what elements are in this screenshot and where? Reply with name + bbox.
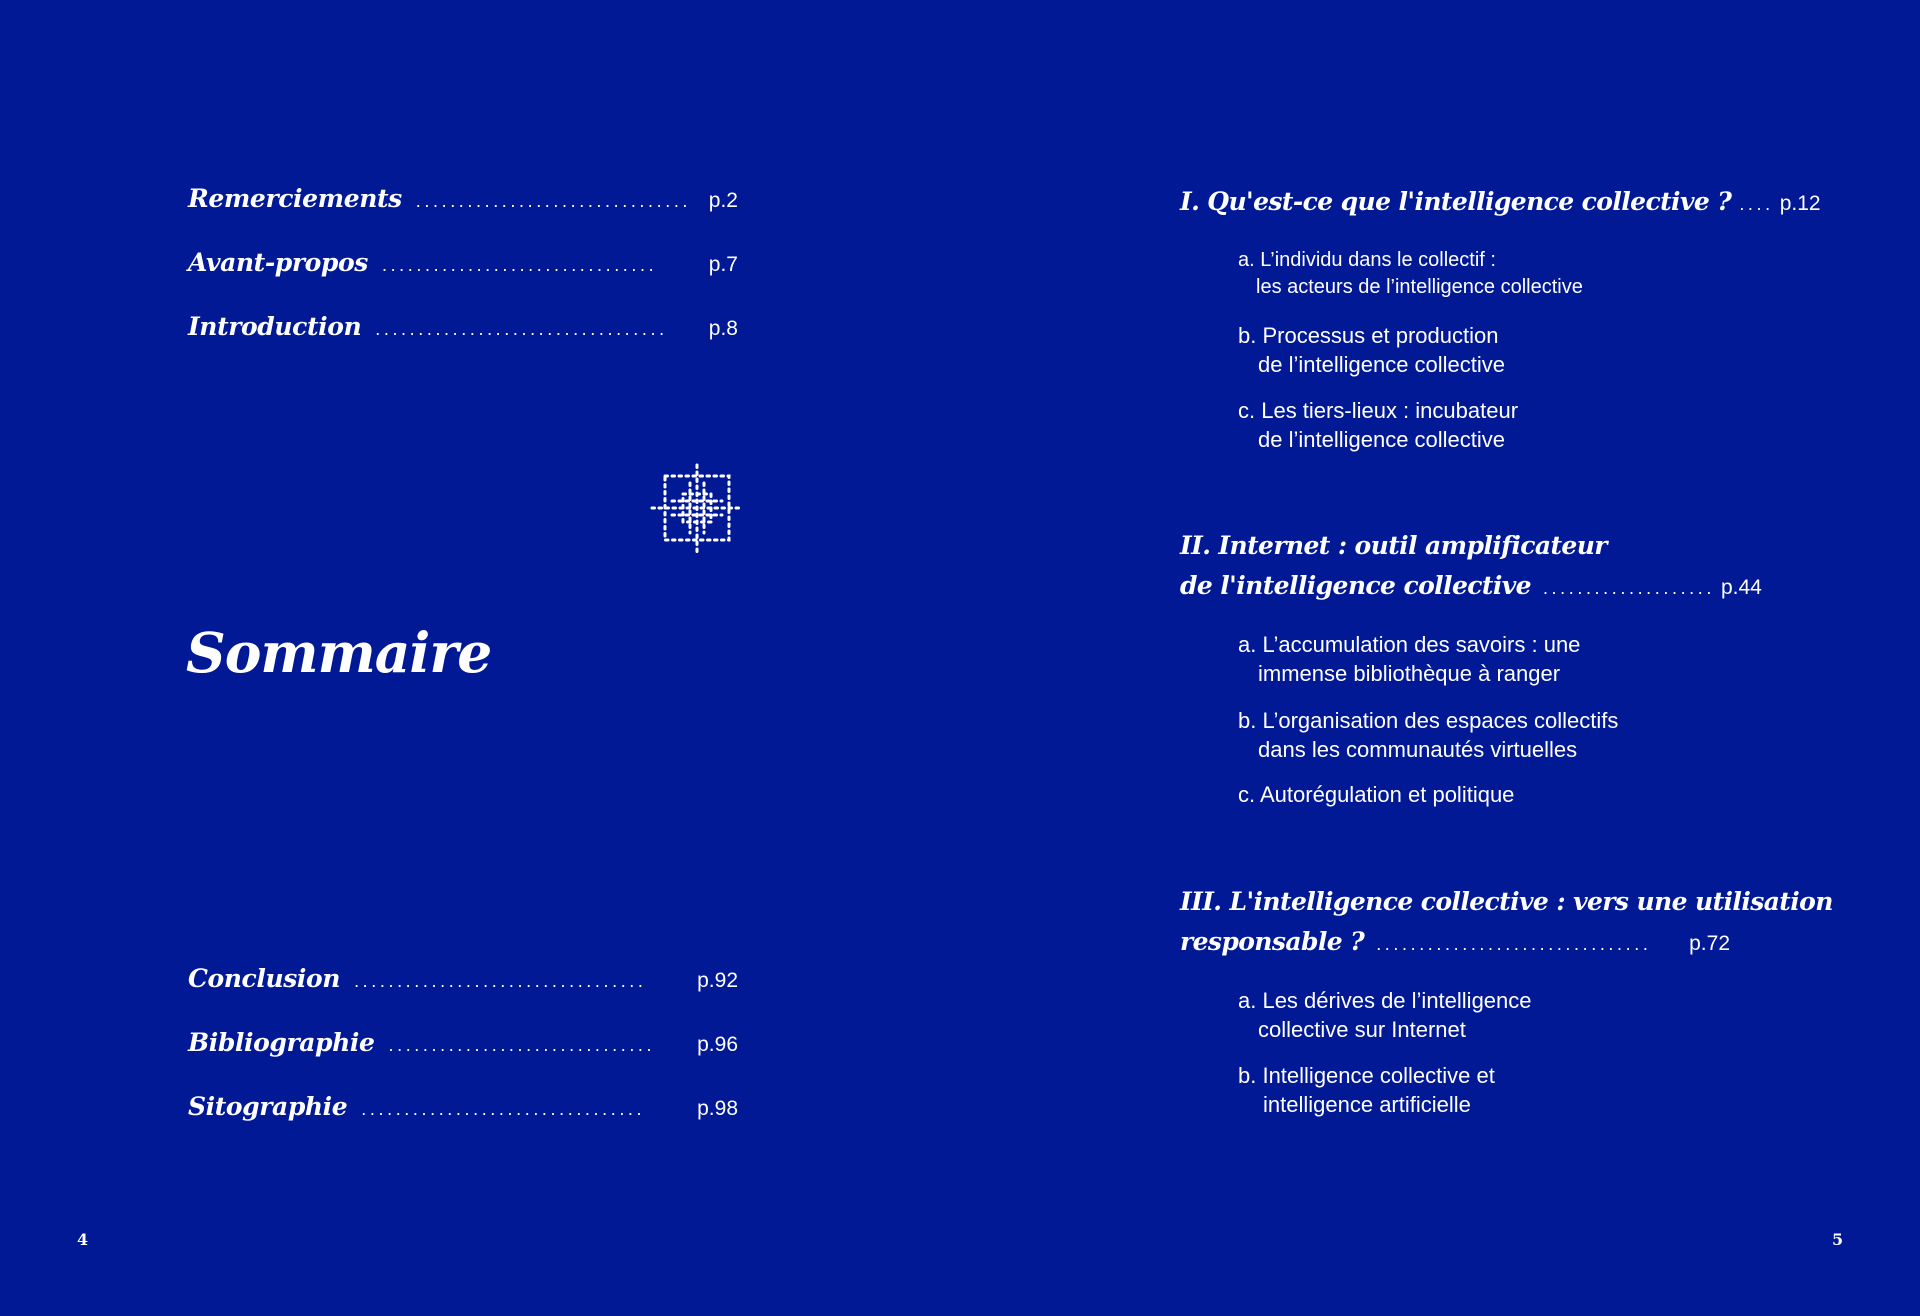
toc-page-number: p.8	[708, 317, 738, 340]
page-title: Sommaire	[186, 620, 492, 685]
section-3a[interactable]	[1238, 986, 1532, 1044]
section-2b[interactable]	[1238, 706, 1618, 764]
section-title-continued: dans les communautés virtuelles	[1258, 737, 1578, 762]
toc-entry-label: Sitographie	[188, 1092, 348, 1121]
chapter-page-number: p.44	[1720, 576, 1762, 599]
toc-entry-avant-propos[interactable]	[188, 248, 738, 277]
toc-entry-label: Remerciements	[188, 184, 402, 213]
chapter-title: III. L'intelligence collective : vers une utilisation	[1180, 887, 1833, 916]
chapter-3[interactable]	[1180, 882, 1833, 962]
toc-entry-label: Conclusion	[188, 964, 341, 993]
toc-entry-introduction[interactable]	[188, 312, 738, 341]
chapter-2[interactable]	[1180, 526, 1762, 606]
chapter-title: I. Qu'est-ce que l'intelligence collective ?	[1180, 187, 1732, 216]
leader-dots: ..................................	[375, 319, 668, 339]
toc-entry-label: Avant-propos	[188, 248, 368, 277]
chapter-title-continued: responsable ?	[1180, 927, 1365, 956]
section-title: a. Les dérives de l’intelligence	[1238, 988, 1532, 1013]
leader-dots: ...............................	[388, 1035, 656, 1055]
leader-dots: ................................	[1376, 934, 1652, 954]
section-2c[interactable]	[1238, 780, 1514, 809]
chapter-title-continued: de l'intelligence collective	[1180, 571, 1531, 600]
section-title: b. Intelligence collective et	[1238, 1063, 1495, 1088]
section-title: c. Autorégulation et politique	[1238, 782, 1515, 807]
section-title-continued: les acteurs de l’intelligence collective	[1256, 276, 1583, 298]
section-title: b. Processus et production	[1238, 323, 1499, 348]
section-title-continued: collective sur Internet	[1258, 1017, 1466, 1042]
toc-entry-bibliographie[interactable]	[188, 1028, 738, 1057]
section-title: a. L’accumulation des savoirs : une	[1238, 632, 1581, 657]
dotted-grid-cross-icon	[650, 463, 744, 555]
section-title: b. L’organisation des espaces collectifs	[1238, 708, 1619, 733]
toc-page-number: p.7	[708, 253, 738, 276]
section-3b[interactable]	[1238, 1061, 1495, 1119]
page-number-right: 5	[1832, 1230, 1844, 1249]
section-title: c. Les tiers-lieux : incubateur	[1238, 398, 1519, 423]
section-title-continued: immense bibliothèque à ranger	[1258, 661, 1561, 686]
leader-dots: .................................	[361, 1099, 646, 1119]
toc-page-number: p.92	[697, 969, 738, 992]
page-number-left: 4	[77, 1230, 89, 1249]
chapter-title: II. Internet : outil amplificateur	[1180, 531, 1607, 560]
leader-dots: ................................	[415, 191, 692, 211]
section-1a[interactable]	[1238, 247, 1583, 301]
toc-entry-label: Bibliographie	[188, 1028, 375, 1057]
leader-dots: ................................	[381, 255, 658, 275]
leader-dots: ....................	[1542, 578, 1715, 598]
toc-page-number: p.2	[708, 189, 738, 212]
section-1b[interactable]	[1238, 321, 1505, 379]
section-title-continued: de l’intelligence collective	[1258, 352, 1506, 377]
toc-entry-remerciements[interactable]	[188, 184, 738, 213]
chapter-page-number: p.12	[1779, 192, 1821, 215]
toc-page-number: p.98	[697, 1097, 738, 1120]
section-title: a. L’individu dans le collectif :	[1238, 249, 1496, 271]
section-1c[interactable]	[1238, 396, 1518, 454]
toc-entry-sitographie[interactable]	[188, 1092, 738, 1121]
leader-dots: ....	[1739, 194, 1774, 214]
leader-dots: ..................................	[354, 971, 647, 991]
toc-entry-conclusion[interactable]	[188, 964, 738, 993]
section-title-continued: de l’intelligence collective	[1258, 427, 1506, 452]
toc-entry-label: Introduction	[188, 312, 362, 341]
section-2a[interactable]	[1238, 630, 1580, 688]
chapter-1[interactable]	[1180, 182, 1821, 222]
toc-page-number: p.96	[697, 1033, 738, 1056]
section-title-continued: intelligence artificielle	[1263, 1092, 1471, 1117]
chapter-page-number: p.72	[1689, 932, 1730, 955]
